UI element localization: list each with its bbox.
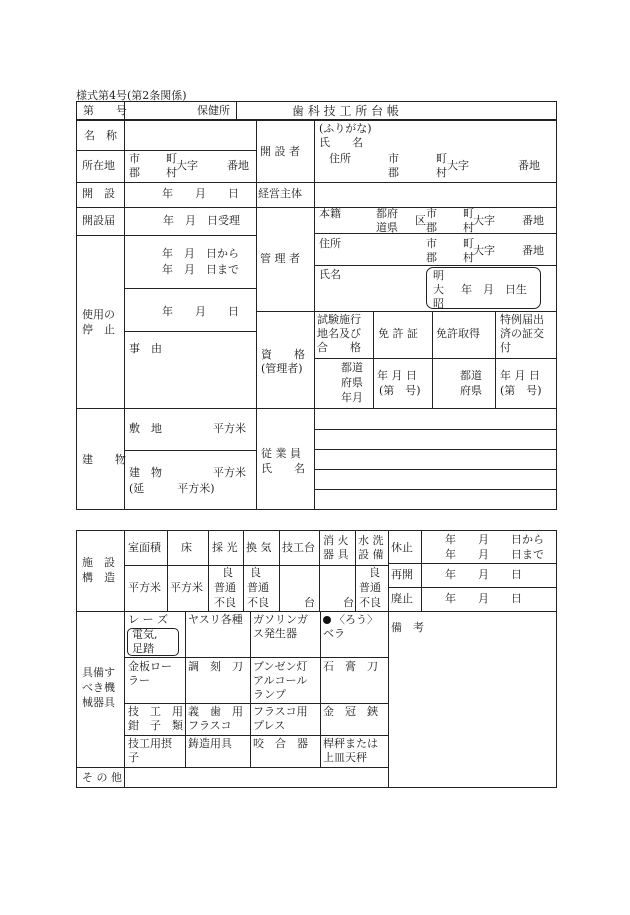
building-sqm: 平方米 [213,466,246,479]
license-ymd: 年 月 日 [377,369,417,382]
addr-gun: 郡 [129,166,140,179]
license-number: (第 号) [379,384,421,397]
addr-oaza: 大字 [473,214,495,227]
equipment-gas-2: ス発生器 [253,627,297,640]
registry-table-upper [76,120,557,510]
qualification-label-1: 資 格 [261,348,305,361]
ventilation-normal: 普通 [247,581,269,594]
ventilation-good: 良 [250,566,261,579]
address-label: 所在地 [82,159,115,172]
extinguisher-count-unit: 台 [343,596,354,609]
lighting-normal: 普通 [214,581,236,594]
todo-1: 都道 [460,369,482,382]
addr-machi: 町 [463,207,474,220]
exam-place-2: 地名及び [317,327,361,340]
reopen-label: 再開 [391,568,413,581]
addr-banchi: 番地 [522,214,544,227]
license-obtained: 免許取得 [436,327,480,340]
equipment-label-1: 具備す [82,666,115,679]
special-notice-1: 特例届出 [500,313,544,326]
special-ymd: 年 月 日 [500,369,540,382]
opening-label: 開 設 [82,187,115,200]
ku-label: 区 [415,214,426,227]
addr-mura: 村 [463,221,474,234]
equipment-carving: 調 刻 刀 [188,660,243,673]
addr-banchi: 番地 [522,244,544,257]
equipment-label-2: べき機 [82,681,115,694]
todo-2: 府県 [460,384,482,397]
total-floor-area: (延 平方米) [129,482,215,495]
equipment-flask-2: プレス [253,719,286,732]
equipment-bunsen-2: アルコール [253,674,308,687]
building-label: 建 物 [82,453,126,466]
special-notice-2: 済の証交 [500,327,544,340]
extinguisher-label-2: 器 具 [323,548,349,561]
special-notice-3: 付 [500,341,511,354]
ventilation-label: 換 気 [246,541,272,554]
equipment-articulator: 咬 合 器 [253,737,308,750]
era-showa: 昭 [433,297,444,310]
founder-name-label: 氏 名 [319,136,363,149]
suspension-from: 年 月 日から [162,247,239,260]
health-center-label: 保健所 [197,104,230,117]
abolish-label: 廃止 [391,592,413,605]
honseki-label: 本籍 [319,207,341,220]
addr-machi: 町 [463,237,474,250]
site-label: 敷 地 [129,422,162,435]
era-taisho: 大 [433,283,444,296]
equipment-crown: 金 冠 鋏 [323,705,378,718]
opening-date: 年 月 日 [162,187,239,200]
facility-label-2: 構 造 [82,571,115,584]
equipment-plaster: 石 膏 刀 [323,660,378,673]
equipment-roller-1: 金板ロー [128,660,172,673]
addr-machi: 町 [166,152,177,165]
form-caption: 様式第4号(第2条関係) [76,89,187,102]
addr-shi: 市 [129,152,140,165]
work-bench-label: 技工台 [282,541,315,554]
washing-good: 良 [369,566,380,579]
washing-bad: 不良 [359,596,381,609]
suspension-label-2: 停 止 [82,323,115,336]
opening-report-label: 開設届 [82,214,115,227]
manager-label: 管 理 者 [260,252,300,265]
todofuken-1: 都府 [376,207,398,220]
abolish-date: 年 月 日 [445,592,522,605]
operator-label: 経営主体 [258,187,302,200]
floor-label: 床 [181,541,192,554]
addr-gun: 郡 [426,251,437,264]
employee-label-2: 氏 名 [261,462,305,475]
washing-label-2: 設 備 [358,548,384,561]
equipment-casting: 鋳造用具 [188,737,232,750]
founder-address-label: 住所 [329,152,351,165]
floor-sqm: 平方米 [170,581,203,594]
addr-mura: 村 [436,166,447,179]
todo-2: 府県 [341,376,363,389]
bullet-icon [323,616,331,624]
suspension-to: 年 月 日まで [162,263,239,276]
facility-label-1: 施 設 [82,556,115,569]
equipment-scale-1: 桿秤または [323,737,378,750]
equipment-flask-1: フラスコ用 [253,705,308,718]
license-certificate: 免 許 証 [378,327,418,340]
room-sqm: 平方米 [128,581,161,594]
washing-normal: 普通 [359,581,381,594]
addr-machi: 町 [436,152,447,165]
todo-1: 都道 [341,361,363,374]
divider [236,102,237,119]
era-meiji: 明 [433,269,444,282]
bench-count-unit: 台 [304,596,315,609]
birth-date: 年 月 日生 [461,283,527,296]
suspension-label-1: 使用の [82,308,115,321]
equipment-gas-1: ガソリンガ [253,613,308,626]
addr-gun: 郡 [426,221,437,234]
addr-shi: 市 [388,152,399,165]
registry-table-lower [76,530,557,788]
equipment-wax-1: 〈ろう〉 [334,613,378,626]
name-label: 名 称 [84,129,117,142]
equipment-tweezers-2: 子 [128,751,139,764]
room-area-label: 室面積 [128,541,161,554]
equipment-pliers-1: 技 工 用 [128,705,183,718]
equipment-wax-2: ベラ [323,627,345,640]
site-sqm: 平方米 [213,422,246,435]
addr-banchi: 番地 [227,159,249,172]
manager-address-label: 住所 [319,237,341,250]
founder-label: 開 設 者 [260,145,300,158]
equipment-denture-2: フラスコ [188,719,232,732]
building-area-label: 建 物 [129,466,162,479]
todofuken-2: 道県 [376,221,398,234]
equipment-roller-2: ラー [128,674,150,687]
employee-label-1: 従 業 員 [261,447,301,460]
equipment-lathe: レ ー ズ [128,613,168,626]
extinguisher-label-1: 消 火 [323,534,349,547]
lathe-foot: 足踏 [132,642,154,655]
addr-gun: 郡 [388,166,399,179]
equipment-bunsen-3: ランプ [253,688,286,701]
equipment-pliers-2: 鉗 子 類 [128,719,183,732]
qualification-label-2: (管理者) [261,362,303,375]
addr-mura: 村 [463,251,474,264]
equipment-tweezers-1: 技工用摂 [128,737,172,750]
reason-label: 事 由 [129,342,162,355]
addr-mura: 村 [166,166,177,179]
number-label: 第 号 [83,104,127,117]
other-label: そ の 他 [82,771,122,784]
addr-oaza: 大字 [176,159,198,172]
addr-shi: 市 [426,237,437,250]
addr-shi: 市 [426,207,437,220]
addr-oaza: 大字 [473,244,495,257]
closure-from: 年 月 日から [445,533,544,546]
ledger-header [76,101,557,120]
exam-place-3: 合 格 [317,341,361,354]
equipment-bunsen-1: ブンゼン灯 [253,660,308,673]
special-number: (第 号) [500,384,542,397]
ventilation-bad: 不良 [247,596,269,609]
lighting-bad: 不良 [214,596,236,609]
addr-oaza: 大字 [447,159,469,172]
washing-label-1: 水 洗 [358,534,384,547]
equipment-denture-1: 義 歯 用 [188,705,243,718]
lighting-label: 採 光 [212,541,238,554]
page-title: 歯 科 技 工 所 台 帳 [292,104,399,118]
equipment-scale-2: 上皿天秤 [323,751,367,764]
closure-label: 休止 [391,541,413,554]
equipment-label-3: 械器具 [82,696,115,709]
reopen-date: 年 月 日 [445,568,522,581]
lathe-electric: 電気, [132,628,158,641]
remarks-label: 備 考 [391,621,424,634]
year-month: 年月 [341,391,363,404]
manager-name-label: 氏名 [319,268,341,281]
lighting-good: 良 [222,566,233,579]
equipment-files: ヤスリ各種 [188,613,243,626]
addr-banchi: 番地 [518,159,540,172]
opening-report-date: 年 月 日受理 [163,214,240,227]
furigana-label: (ふりがな) [319,122,372,135]
closure-until: 年 月 日まで [445,548,544,561]
suspension-date: 年 月 日 [162,305,239,318]
exam-place-1: 試験施行 [317,313,361,326]
